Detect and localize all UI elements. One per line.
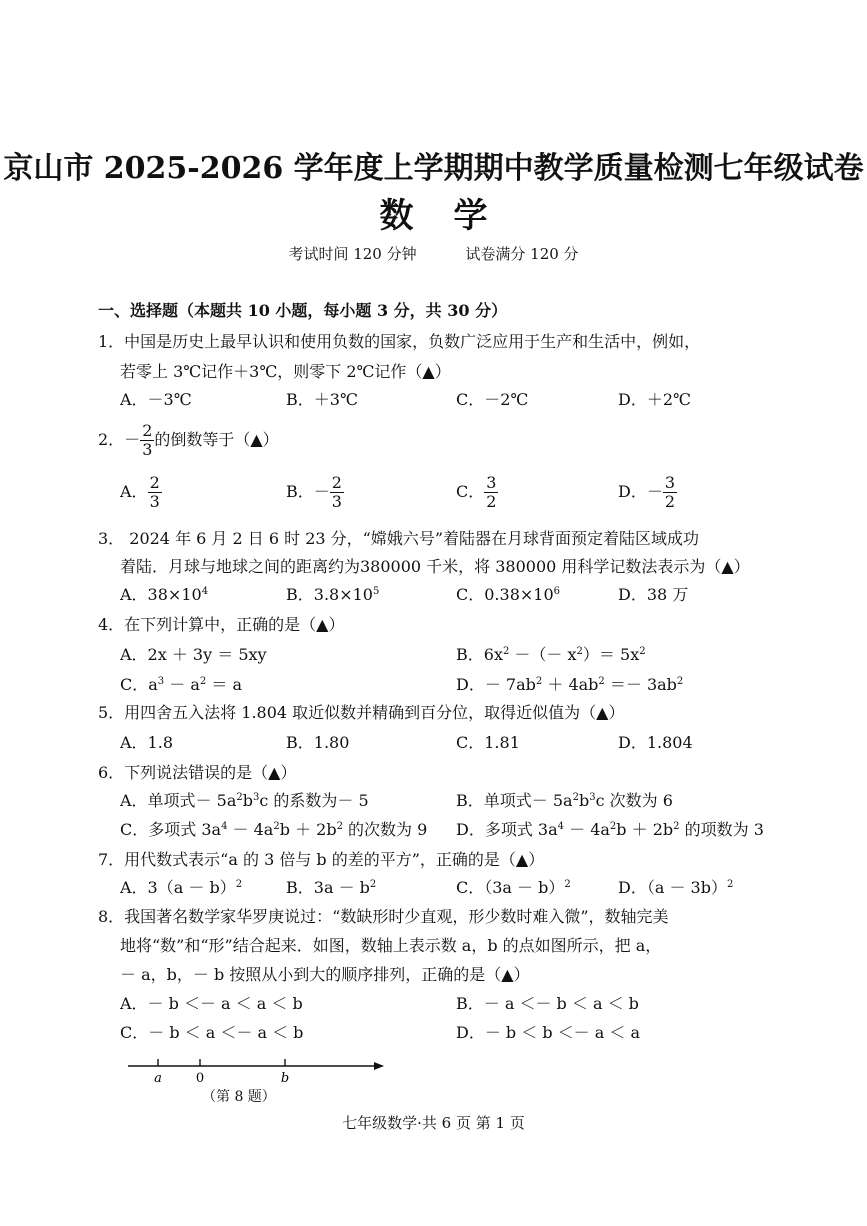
q3-option-a: A．$38\times 10^4$ — [120, 585, 209, 604]
exam-title: 京山市 2025-2026 学年度上学期期中教学质量检测七年级试卷 — [3, 151, 864, 186]
q2-option-d: D．－ $\frac{3}{2}$ — [618, 473, 676, 511]
exam-time: 考试时间 120 分钟 — [288, 245, 417, 263]
full-score: 试卷满分 120 分 — [465, 245, 579, 263]
q2-fraction: $\frac{2}{3}$ — [142, 421, 153, 459]
q6-option-a: A．单项式－ $5a^2b^3c$ 的系数为－ 5 — [120, 791, 369, 810]
q4-option-a: A．2x ＋ 3y ＝ 5xy — [120, 645, 267, 664]
exam-info — [0, 243, 867, 264]
q7-option-a: A．$3(a - b)^2$ — [120, 878, 243, 897]
q6-stem: 6．下列说法错误的是（▲） — [98, 763, 297, 782]
q1-option-a: A．－3℃ — [120, 390, 192, 409]
axis-label-b: b — [280, 1071, 290, 1086]
q7-stem: 7．用代数式表示“a 的 3 倍与 b 的差的平方”，正确的是（▲） — [98, 850, 545, 869]
q1-line1: 1．中国是历史上最早认识和使用负数的国家，负数广泛应用于生产和生活中，例如， — [98, 332, 701, 351]
q8-option-c: C．－ b ＜ a ＜－ a ＜ b — [120, 1023, 304, 1042]
q7-option-d: D．$(a - 3b)^2$ — [618, 878, 734, 897]
number-line-arrow-icon — [374, 1062, 384, 1070]
axis-label-0: 0 — [195, 1071, 205, 1086]
q8-option-d: D．－ b ＜ b ＜－ a ＜ a — [456, 1023, 640, 1042]
q8-line1: 8．我国著名数学家华罗庚说过：“数缺形时少直观，形少数时难入微”，数轴完美 — [98, 907, 669, 926]
q2-stem: 2．－ $\frac{2}{3}$ 的倒数等于（▲） — [98, 421, 279, 459]
subject-title: 数学 — [379, 196, 528, 236]
q4-stem: 4．在下列计算中，正确的是（▲） — [98, 615, 345, 634]
q5-option-a: A．1.8 — [120, 733, 174, 752]
q7-option-b: B．$3a - b^2$ — [286, 878, 377, 897]
q2-option-b: B．－ $\frac{2}{3}$ — [286, 473, 342, 511]
q8-line3: － a，b，－ b 按照从小到大的顺序排列，正确的是（▲） — [120, 965, 530, 984]
q4-option-d: D．－ $7ab^2 + 4ab^2 =- 3ab^2$ — [456, 675, 684, 694]
q3-line2: 着陆．月球与地球之间的距离约为380000 千米，将 380000 用科学记数法表示为（▲） — [120, 557, 750, 576]
section-heading: 一、选择题（本题共 10 小题，每小题 3 分，共 30 分） — [98, 301, 508, 320]
q3-option-b: B．$3.8\times 10^5$ — [286, 585, 380, 604]
q1-line2: 若零上 3℃记作＋3℃，则零下 2℃记作（▲） — [120, 362, 451, 381]
number-line-figure — [120, 1050, 400, 1088]
q5-option-d: D．1.804 — [618, 733, 693, 752]
q8-option-a: A．－ b ＜－ a ＜ a ＜ b — [120, 994, 303, 1013]
q3-option-d: D．38 万 — [618, 585, 689, 604]
q6-option-b: B．单项式－ $5a^2b^3c$ 次数为 6 — [456, 791, 673, 810]
q3-line1: 3． 2024 年 6 月 2 日 6 时 23 分，“嫦娥六号”着陆器在月球背面预定着陆区域成功 — [98, 529, 700, 548]
q2-option-a: A． $\frac{2}{3}$ — [120, 473, 160, 511]
figure-caption: （第 8 题） — [202, 1089, 276, 1105]
q1-option-d: D．＋2℃ — [618, 390, 691, 409]
q4-option-c: C．$a^3 - a^2 = a$ — [120, 675, 242, 694]
q8-option-b: B．－ a ＜－ b ＜ a ＜ b — [456, 994, 639, 1013]
q7-option-c: C．$(3a - b)^2$ — [456, 878, 571, 897]
q5-stem: 5．用四舍五入法将 1.804 取近似数并精确到百分位，取得近似值为（▲） — [98, 703, 625, 722]
q1-option-c: C．－2℃ — [456, 390, 529, 409]
q6-option-c: C．多项式 $3a^4 - 4a^2b + 2b^2$ 的次数为 9 — [120, 820, 428, 839]
q3-option-c: C．$0.38\times 10^6$ — [456, 585, 561, 604]
q4-option-b: B．$6x^2$ －（－ $x^2)= 5x^2$ — [456, 645, 646, 664]
q2-option-c: C． $\frac{3}{2}$ — [456, 473, 497, 511]
q1-option-b: B．＋3℃ — [286, 390, 358, 409]
q6-option-d: D．多项式 $3a^4 - 4a^2b + 2b^2$ 的项数为 3 — [456, 820, 764, 839]
page-footer: 七年级数学·共 6 页 第 1 页 — [342, 1114, 525, 1132]
q5-option-c: C．1.81 — [456, 733, 520, 752]
q5-option-b: B．1.80 — [286, 733, 350, 752]
axis-label-a: a — [154, 1071, 162, 1086]
q8-line2: 地将“数”和“形”结合起来．如图，数轴上表示数 a，b 的点如图所示，把 a， — [120, 936, 662, 955]
